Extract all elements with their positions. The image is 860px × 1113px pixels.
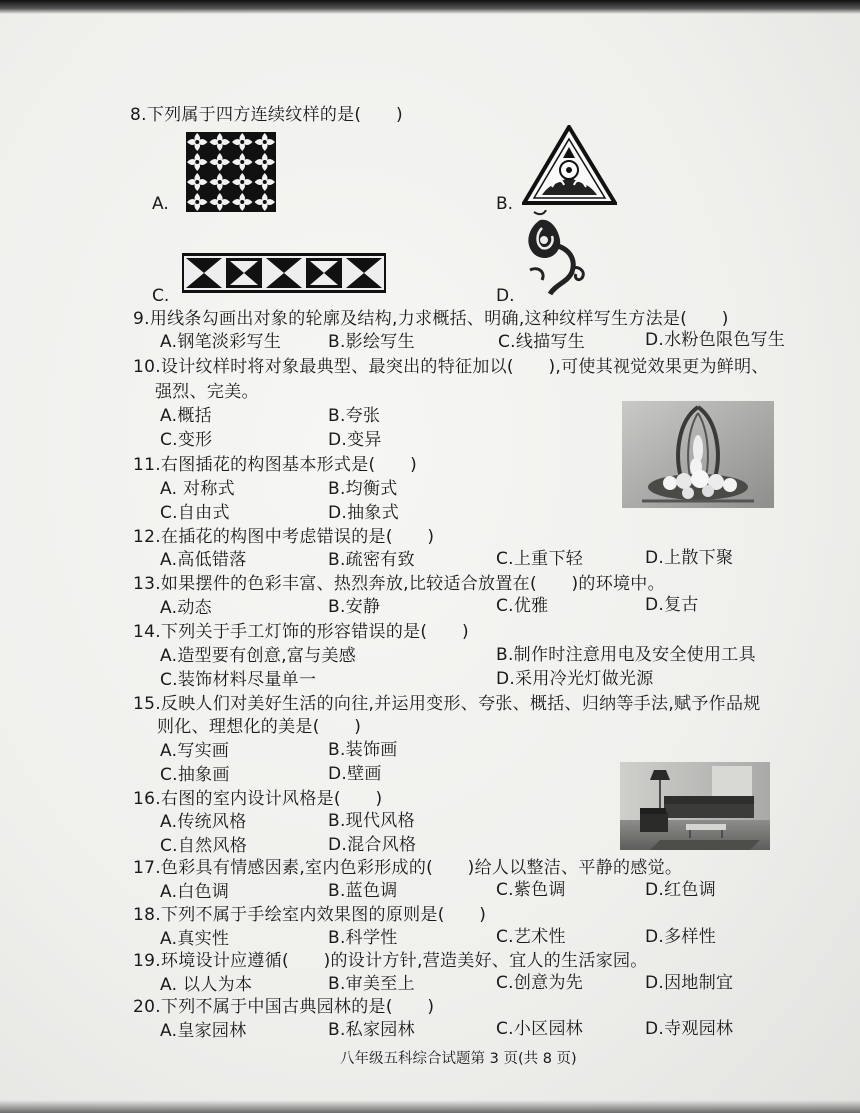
q10-option-d: D.变异: [328, 430, 382, 450]
q8-option-d-label: D.: [496, 286, 515, 306]
q10-option-a: A.概括: [160, 406, 212, 426]
q8-option-c-label: C.: [152, 286, 170, 306]
q20-option-c: C.小区园林: [496, 1019, 584, 1039]
q20-option-a: A.皇家园林: [160, 1021, 247, 1041]
q11-option-d: D.抽象式: [328, 503, 399, 523]
q13-option-a: A.动态: [160, 598, 212, 618]
q10-stem-line1: 10.设计纹样时将对象最典型、最突出的特征加以( ),可使其视觉效果更为鲜明、: [133, 357, 769, 377]
q14-option-a: A.造型要有创意,富与美感: [160, 646, 357, 666]
q11-option-c: C.自由式: [160, 503, 230, 523]
q20-option-b: B.私家园林: [328, 1020, 415, 1040]
q18-option-c: C.艺术性: [496, 927, 566, 947]
q17-stem: 17.色彩具有情感因素,室内色彩形成的( )给人以整洁、平静的感觉。: [133, 858, 683, 878]
q19-stem: 19.环境设计应遵循( )的设计方针,营造美好、宜人的生活家园。: [133, 951, 648, 971]
q17-option-d: D.红色调: [645, 880, 716, 900]
q16-stem: 16.右图的室内设计风格是( ): [133, 789, 383, 809]
q12-stem: 12.在插花的构图中考虑错误的是( ): [133, 527, 435, 547]
q15-stem-line1: 15.反映人们对美好生活的向往,并运用变形、夸张、概括、归纳等手法,赋予作品规: [133, 694, 761, 714]
q15-option-c: C.抽象画: [160, 765, 230, 785]
q16-option-a: A.传统风格: [160, 812, 247, 832]
q8-option-d-image: [520, 210, 590, 302]
q14-option-b: B.制作时注意用电及安全使用工具: [496, 645, 756, 665]
q14-option-d: D.采用冷光灯做光源: [496, 669, 654, 689]
q19-option-b: B.审美至上: [328, 974, 415, 994]
q15-option-a: A.写实画: [160, 741, 230, 761]
q9-option-b: B.影绘写生: [328, 332, 415, 352]
q20-stem: 20.下列不属于中国古典园林的是( ): [133, 997, 435, 1017]
q10-option-b: B.夸张: [328, 406, 381, 426]
q15-stem-line2: 则化、理想化的美是( ): [157, 717, 362, 737]
q9-option-d: D.水粉色限色写生: [645, 330, 786, 350]
q12-option-b: B.疏密有致: [328, 550, 415, 570]
scan-bottom-shadow: [0, 1100, 860, 1113]
q11-option-a: A. 对称式: [160, 479, 235, 499]
q13-option-d: D.复古: [645, 595, 699, 615]
page-footer: 八年级五科综合试题第 3 页(共 8 页): [340, 1051, 577, 1067]
q16-option-c: C.自然风格: [160, 836, 248, 856]
q9-option-c: C.线描写生: [498, 332, 586, 352]
q18-stem: 18.下列不属于手绘室内效果图的原则是( ): [133, 905, 487, 925]
q13-stem: 13.如果摆件的色彩丰富、热烈奔放,比较适合放置在( )的环境中。: [133, 574, 665, 594]
flower-arrangement-photo: [622, 401, 774, 508]
q9-option-a: A.钢笔淡彩写生: [160, 332, 282, 352]
q10-stem-line2: 强烈、完美。: [155, 382, 259, 402]
q8-option-a-image: [186, 132, 276, 212]
q8-option-b-image: [522, 125, 617, 205]
q8-option-a-label: A.: [152, 194, 169, 214]
q19-option-a: A. 以人为本: [160, 975, 253, 995]
q19-option-d: D.因地制宜: [645, 973, 734, 993]
q18-option-d: D.多样性: [645, 927, 716, 947]
q17-option-b: B.蓝色调: [328, 881, 398, 901]
q11-option-b: B.均衡式: [328, 479, 398, 499]
q13-option-c: C.优雅: [496, 596, 549, 616]
scan-top-shadow: [0, 0, 860, 14]
q12-option-a: A.高低错落: [160, 550, 247, 570]
q20-option-d: D.寺观园林: [645, 1019, 734, 1039]
interior-design-photo: [620, 762, 770, 850]
q8-option-c-image: [182, 253, 386, 293]
q15-option-b: B.装饰画: [328, 740, 398, 760]
q16-option-b: B.现代风格: [328, 811, 415, 831]
q8-stem: 8.下列属于四方连续纹样的是( ): [130, 105, 403, 125]
q8-option-b-label: B.: [496, 194, 514, 214]
q14-option-c: C.装饰材料尽量单一: [160, 670, 317, 690]
q12-option-d: D.上散下聚: [645, 548, 734, 568]
q17-option-c: C.紫色调: [496, 880, 566, 900]
q9-stem: 9.用线条勾画出对象的轮廓及结构,力求概括、明确,这种纹样写生方法是( ): [133, 309, 729, 329]
q16-option-d: D.混合风格: [328, 835, 417, 855]
q15-option-d: D.壁画: [328, 764, 382, 784]
q10-option-c: C.变形: [160, 430, 213, 450]
q18-option-b: B.科学性: [328, 928, 398, 948]
q11-stem: 11.右图插花的构图基本形式是( ): [133, 455, 417, 475]
q17-option-a: A.白色调: [160, 882, 230, 902]
q14-stem: 14.下列关于手工灯饰的形容错误的是( ): [133, 622, 469, 642]
q18-option-a: A.真实性: [160, 929, 230, 949]
q12-option-c: C.上重下轻: [496, 549, 584, 569]
q13-option-b: B.安静: [328, 597, 381, 617]
q19-option-c: C.创意为先: [496, 973, 584, 993]
